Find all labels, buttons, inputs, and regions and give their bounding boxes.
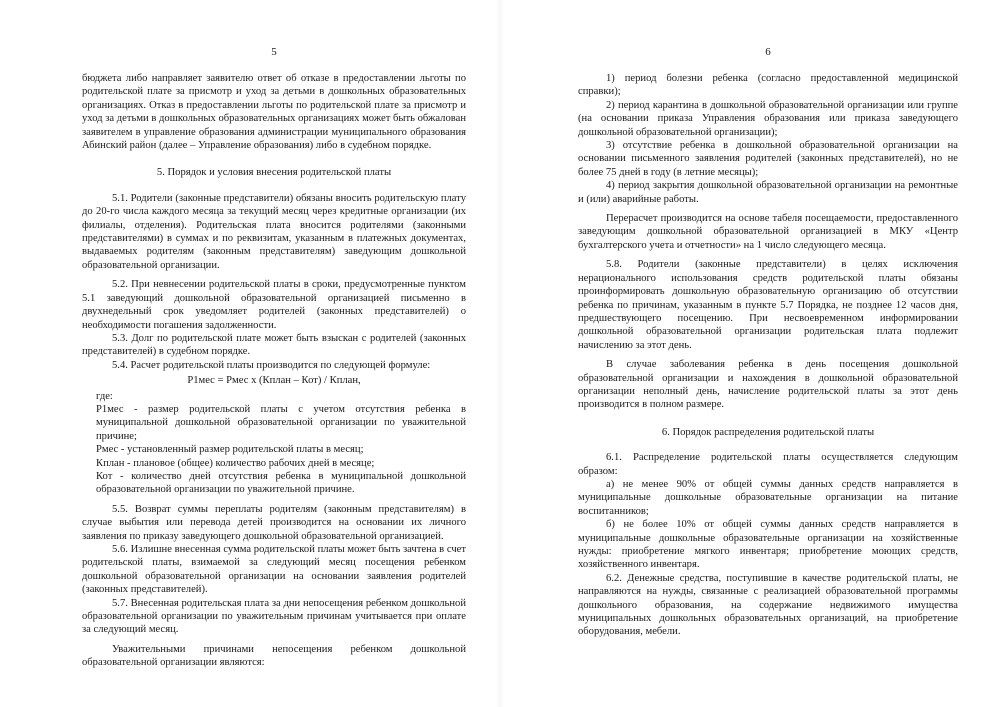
where-label: где:: [96, 390, 113, 402]
page-number: 6: [765, 46, 771, 58]
list-item: 2) период карантина в дошкольной образовательной организации или группе (на основании приказа Управления образования или приказа заведующего дошкольной образовательной организации);: [578, 99, 958, 138]
section-heading: 5. Порядок и условия внесения родительской платы: [156, 167, 392, 179]
paragraph-5-5: 5.5. Возврат суммы переплаты родителям (законным представителям) в случае выбытия или перевода детей производится на основании их личного заявления по приказу заведующего дошкольной образовательной организацией.: [82, 503, 466, 542]
list-item: 4) период закрытия дошкольной образовательной организации на ремонтные и (или) аварийные работы.: [578, 180, 958, 205]
paragraph-recalculation: Перерасчет производится на основе табеля посещаемости, предоставленного заведующим дошкольной образовательной организацией в МКУ «Центр бухгалтерского учета и отчетности» на 1 число следующего месяца.: [578, 213, 958, 251]
list-item: 1) период болезни ребенка (согласно предоставленной медицинской справки);: [578, 73, 958, 98]
definition-pmes: Рмес - установленный размер родительской платы в месяц;: [96, 444, 364, 456]
page-body: [82, 72, 466, 670]
list-item: 3) отсутствие ребенка в дошкольной образовательной организации на основании письменного заявления родителей (законных представителей), но не более 75 дней в году (в летние месяцы);: [578, 140, 958, 178]
paragraph-illness: В случае заболевания ребенка в день посещения дошкольной образовательной организации и нахождения в дошкольной образовательной организации неполный день, начисление родительской платы за этот день производится в полном размере.: [578, 359, 958, 411]
paragraph-6-2: 6.2. Денежные средства, поступившие в качестве родительской платы, не направляются на нужды, связанные с реализацией образовательной программы дошкольного образования, на содержание недвижимого имущества муниципальных дошкольных образовательных организаций, на приобретение оборудования, мебели.: [578, 572, 958, 638]
paragraph-5-8: 5.8. Родители (законные представители) в целях исключения нерационального использования средств родительской платы обязаны проинформировать дошкольную образовательную организацию об отсутствии ребенка по причинам, указанным в пункте 5.7 Порядка, не позднее 12 часов дня, предшествующего посещению. При несвоевременном информировании дошкольной образовательной организации родительская плата подлежит начислению за этот день.: [578, 259, 958, 351]
definition-kplan: Кплан - плановое (общее) количество рабочих дней в месяце;: [96, 457, 375, 469]
paragraph-5-6: 5.6. Излишне внесенная сумма родительской платы может быть зачтена в счет родительской платы, взимаемой за следующий месяц посещения ребенком дошкольной образовательной организации на основании заявления родителей (законных представителей).: [82, 544, 466, 596]
definition-kot: Кот - количество дней отсутствия ребенка в муниципальной дошкольной образовательной организации по уважительной причине.: [96, 470, 466, 496]
page-left: [82, 0, 466, 707]
paragraph-5-1: 5.1. Родители (законные представители) обязаны вносить родительскую плату до 20-го числа каждого месяца за текущий месяц через кредитные организации (их филиалы, отделения). Родительская плата вносится родителями (законными представителями) в суммах и по реквизитам, указанным в платежных документах, выдаваемых родителям (законным представителям) заведующим дошкольной образовательной организации.: [82, 192, 466, 271]
page-right: [578, 0, 958, 707]
paragraph-5-3: 5.3. Долг по родительской плате может быть взыскан с родителей (законных представителей) в судебном порядке.: [82, 332, 466, 358]
page-body: [578, 72, 958, 639]
section-heading: 6. Порядок распределения родительской платы: [661, 426, 875, 438]
paragraph-reasons: Уважительными причинами непосещения ребенком дошкольной образовательной организации являются:: [82, 643, 466, 669]
paragraph-6-1-a: а) не менее 90% от общей суммы данных средств направляется в муниципальные дошкольные образовательные организации на питание воспитанников;: [578, 478, 958, 517]
formula: Р1мес = Рмес х (Кплан – Кот) / Кплан,: [187, 375, 361, 387]
paragraph-6-1: 6.1. Распределение родительской платы осуществляется следующим образом:: [578, 452, 958, 477]
page-number: 5: [271, 46, 277, 58]
paragraph-6-1-b: б) не более 10% от общей суммы данных средств направляется в муниципальные дошкольные образовательные организации на хозяйственные нужды: приобретение мягкого инвентаря; приобретение моющих средств, хозяйственного инвентаря.: [578, 519, 958, 571]
paragraph-5-4: 5.4. Расчет родительской платы производится по следующей формуле:: [112, 359, 431, 371]
paragraph-5-7: 5.7. Внесенная родительская плата за дни непосещения ребенком дошкольной образовательной организации по уважительным причинам учитывается при оплате за следующий месяц.: [82, 597, 466, 636]
page-fold: [496, 0, 504, 707]
paragraph: бюджета либо направляет заявителю ответ об отказе в предоставлении льготы по родительской плате за присмотр и уход за детьми в дошкольных образовательных организациях. Отказ в предоставлении льготы по родительской плате за присмотр и уход за детьми в дошкольных образовательных организациях может быть обжалован заявителем в управление образования администрации муниципального образования Абинский район (далее – Управление образования) либо в судебном порядке.: [82, 73, 466, 152]
definition-p1mes: Р1мес - размер родительской платы с учетом отсутствия ребенка в муниципальной дошкольной образовательной организации по уважительной причине;: [96, 403, 466, 442]
paragraph-5-2: 5.2. При невнесении родительской платы в сроки, предусмотренные пунктом 5.1 заведующий дошкольной образовательной организацией письменно в двухнедельный срок уведомляет родителей (законных представителей) о необходимости погашения задолженности.: [82, 279, 466, 331]
